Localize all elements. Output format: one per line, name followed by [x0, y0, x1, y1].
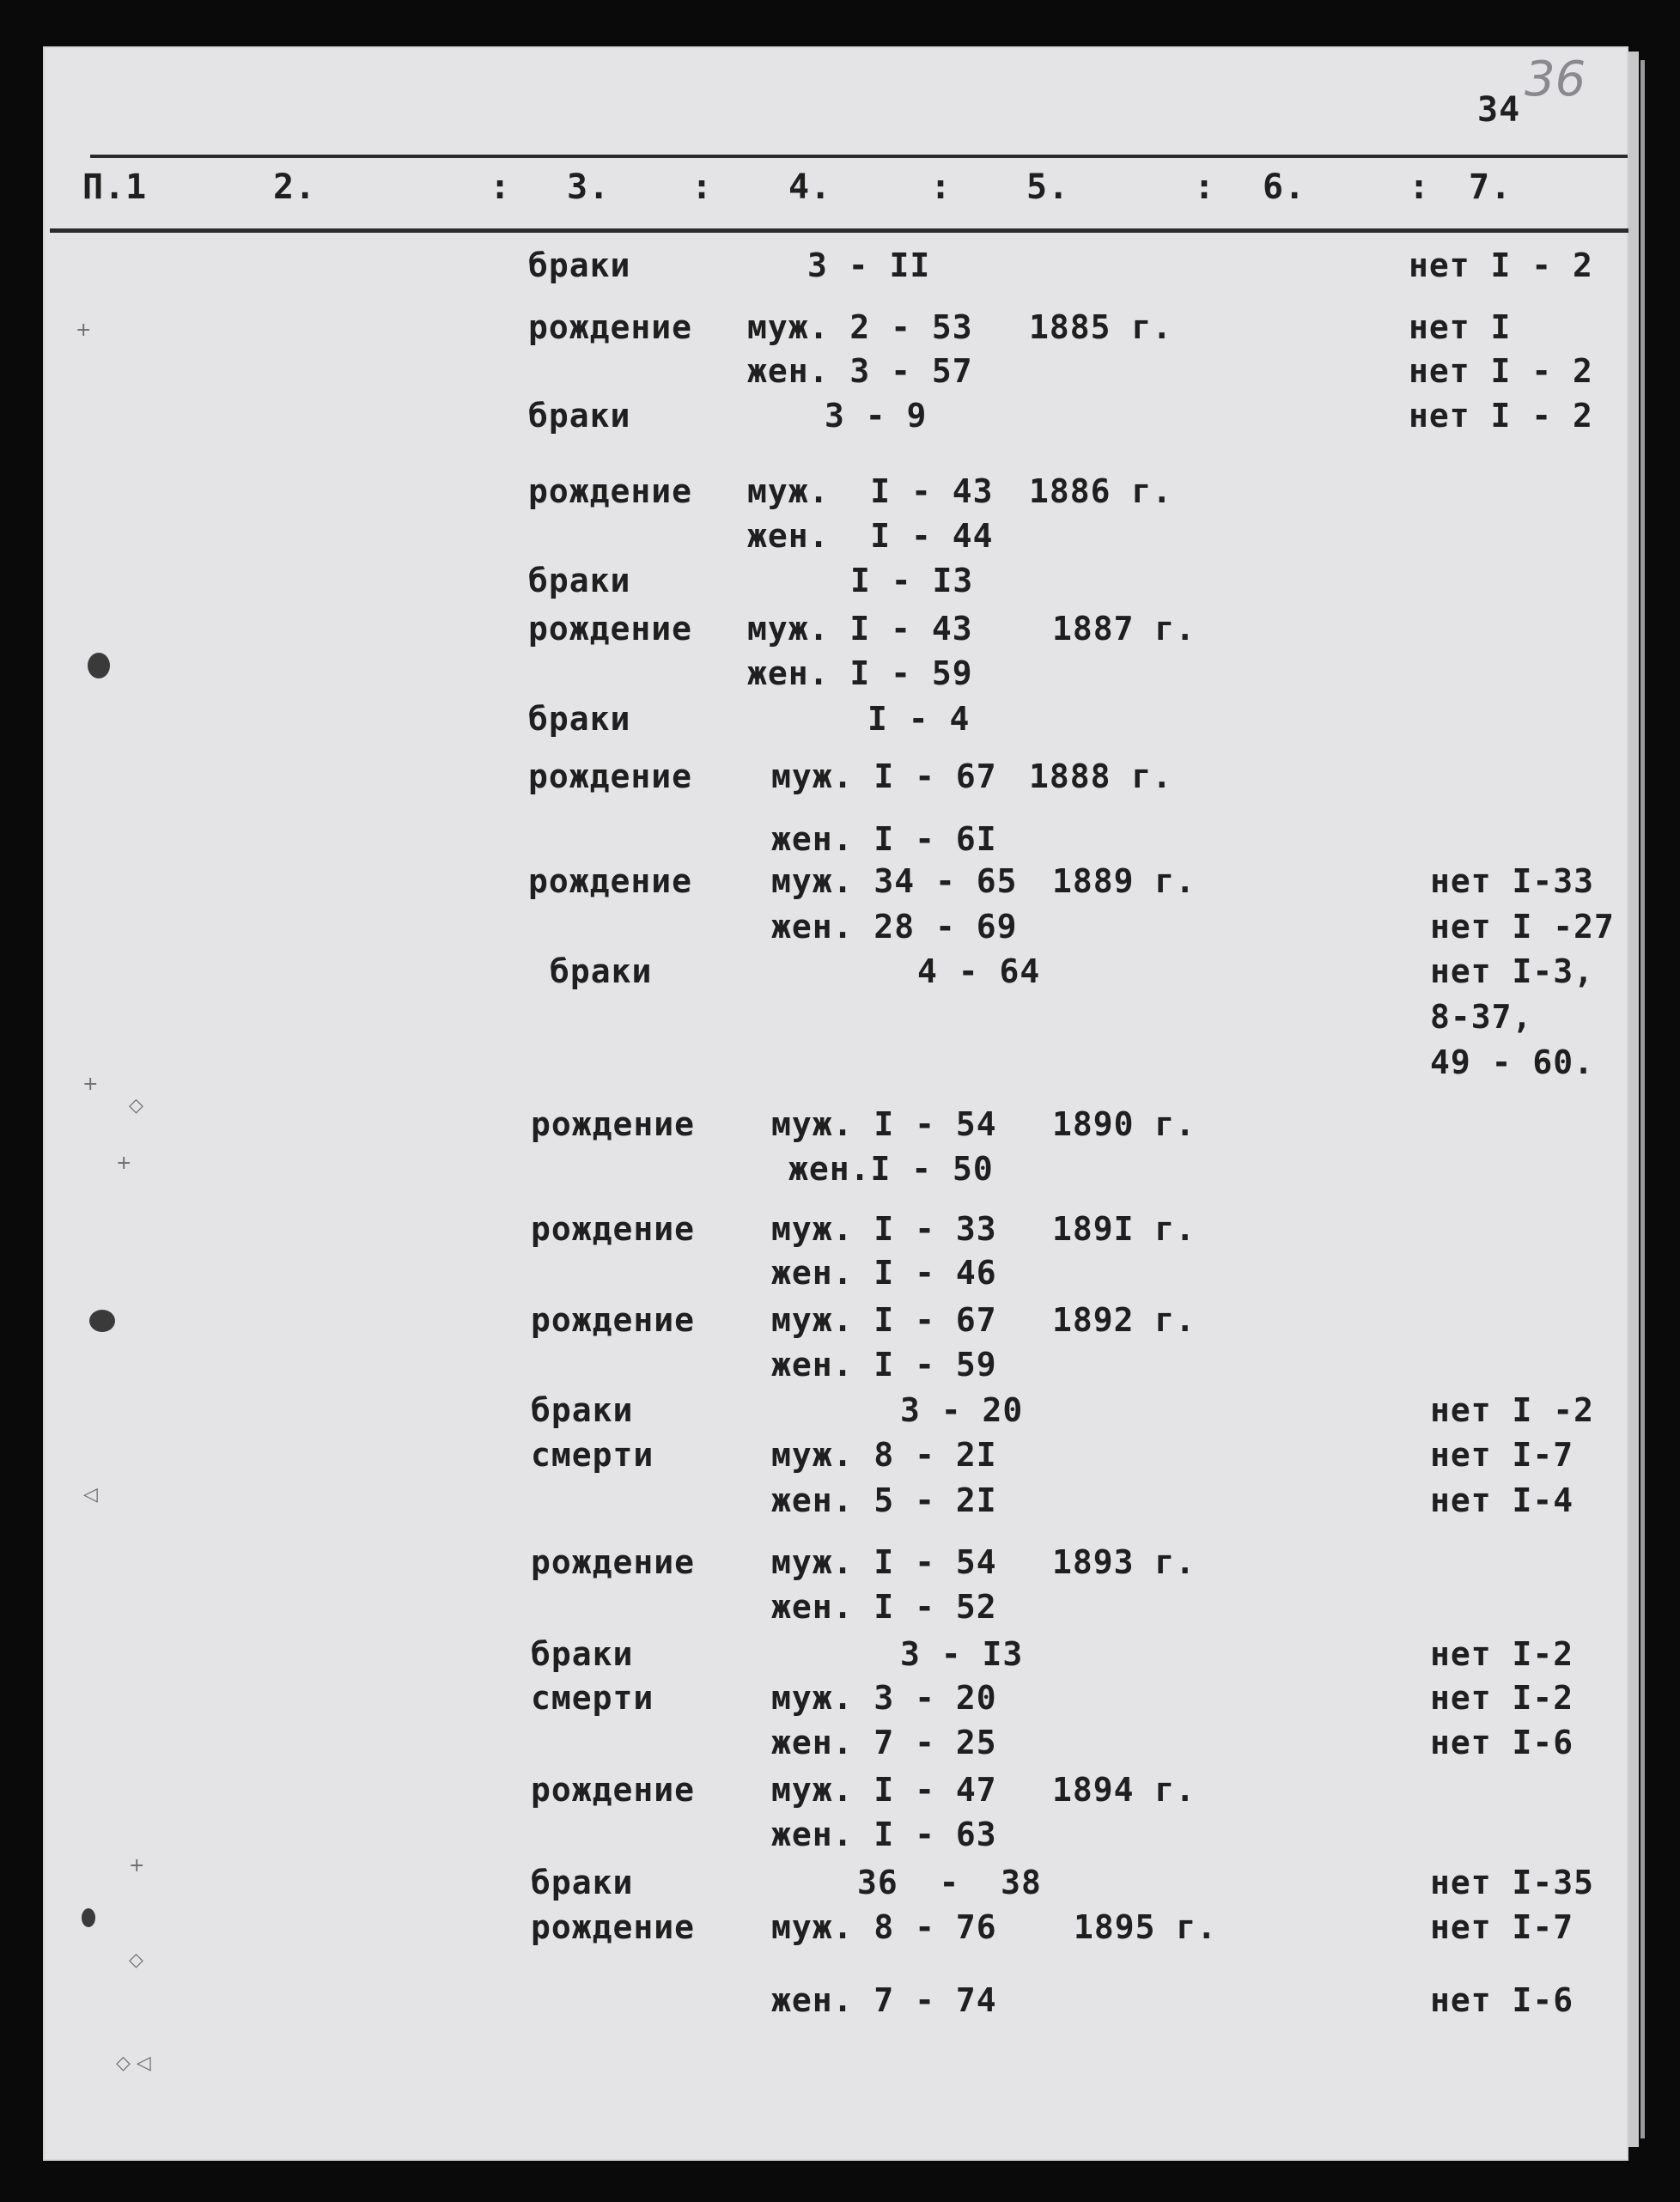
register-range-cell: муж. 2 - 53 [747, 308, 973, 346]
record-type-cell: браки [528, 397, 631, 435]
record-type-cell: рождение [531, 1210, 696, 1248]
column-separator: : [691, 167, 714, 207]
missing-note-cell: нет I [1409, 308, 1512, 346]
record-type-cell: браки [531, 1391, 634, 1429]
record-type-cell: браки [531, 1635, 634, 1673]
register-range-cell: жен.I - 50 [788, 1150, 994, 1188]
register-range-cell: муж. I - 43 [747, 472, 994, 510]
missing-note-cell: нет I-35 [1430, 1864, 1595, 1901]
column-header: 3. [567, 167, 611, 207]
missing-note-cell: нет I -2 [1430, 1391, 1595, 1429]
record-type-cell: смерти [531, 1679, 654, 1717]
column-header: 7. [1469, 167, 1513, 207]
register-range-cell: 3 - 20 [900, 1391, 1024, 1429]
missing-note-cell: нет I-2 [1430, 1635, 1574, 1673]
register-range-cell: жен. 5 - 2I [771, 1481, 997, 1519]
speck: ◇ [129, 1095, 143, 1116]
year-cell: 1894 г. [1052, 1771, 1196, 1809]
register-range-cell: жен. I - 63 [771, 1816, 997, 1853]
column-separator: : [930, 167, 953, 207]
missing-note-cell: 8-37, [1430, 998, 1533, 1036]
sheet-edge-shadow [1640, 60, 1645, 2138]
column-separator: : [1194, 167, 1216, 207]
column-header: 4. [788, 167, 832, 207]
register-range-cell: жен. I - 59 [771, 1346, 997, 1384]
ink-spot [88, 653, 110, 678]
record-type-cell: смерти [531, 1436, 654, 1474]
register-range-cell: муж. 34 - 65 [771, 862, 1018, 900]
speck: + [116, 1153, 132, 1174]
record-type-cell: браки [528, 700, 631, 738]
year-cell: 1895 г. [1074, 1908, 1218, 1946]
record-type-cell: браки [528, 562, 631, 599]
missing-note-cell: нет I - 2 [1409, 352, 1593, 390]
missing-note-cell: 49 - 60. [1430, 1043, 1595, 1081]
year-cell: 1893 г. [1052, 1543, 1196, 1581]
column-header: П.1 [82, 167, 148, 207]
register-range-cell: жен. 7 - 25 [771, 1724, 997, 1761]
year-cell: 1890 г. [1052, 1105, 1196, 1143]
missing-note-cell: нет I-3, [1430, 952, 1595, 990]
register-range-cell: муж. I - 54 [771, 1543, 997, 1581]
register-range-cell: муж. I - 33 [771, 1210, 997, 1248]
register-range-cell: муж. I - 67 [771, 1301, 997, 1339]
column-separator: : [1409, 167, 1431, 207]
speck: ◇ ◁ [116, 2053, 151, 2074]
missing-note-cell: нет I-33 [1430, 862, 1595, 900]
register-range-cell: 3 - II [807, 246, 931, 284]
record-type-cell: браки [550, 952, 653, 990]
record-type-cell: рождение [528, 757, 693, 795]
register-range-cell: жен. 3 - 57 [747, 352, 973, 390]
year-cell: 1887 г. [1052, 610, 1196, 648]
ink-spot [82, 1908, 95, 1927]
missing-note-cell: нет I -27 [1430, 908, 1615, 946]
pencil-page-number: 36 [1525, 52, 1586, 107]
year-cell: 1885 г. [1029, 308, 1173, 346]
missing-note-cell: нет I - 2 [1409, 397, 1593, 435]
register-range-cell: жен. I - 59 [747, 654, 973, 692]
record-type-cell: рождение [531, 1105, 696, 1143]
register-range-cell: 4 - 64 [917, 952, 1041, 990]
missing-note-cell: нет I-6 [1430, 1981, 1574, 2019]
register-range-cell: муж. I - 54 [771, 1105, 997, 1143]
header-rule-bottom [50, 228, 1628, 233]
record-type-cell: рождение [528, 610, 693, 648]
record-type-cell: рождение [531, 1543, 696, 1581]
record-type-cell: рождение [531, 1301, 696, 1339]
register-range-cell: 36 - 38 [857, 1864, 1042, 1901]
record-type-cell: браки [528, 246, 631, 284]
register-range-cell: жен. I - 44 [747, 517, 994, 555]
register-range-cell: муж. 8 - 76 [771, 1908, 997, 1946]
typed-page-number: 34 [1477, 90, 1521, 130]
column-separator: : [490, 167, 512, 207]
record-type-cell: рождение [531, 1771, 696, 1809]
register-range-cell: 3 - 9 [825, 397, 928, 435]
year-cell: 1886 г. [1029, 472, 1173, 510]
column-header: 5. [1026, 167, 1070, 207]
missing-note-cell: нет I-2 [1430, 1679, 1574, 1717]
missing-note-cell: нет I-4 [1430, 1481, 1574, 1519]
year-cell: 1889 г. [1052, 862, 1196, 900]
register-range-cell: муж. I - 67 [771, 757, 997, 795]
register-range-cell: жен. 7 - 74 [771, 1981, 997, 2019]
register-range-cell: жен. I - 6I [771, 820, 997, 858]
register-range-cell: жен. I - 52 [771, 1588, 997, 1626]
register-range-cell: жен. 28 - 69 [771, 908, 1018, 946]
record-type-cell: рождение [528, 308, 693, 346]
speck: + [76, 319, 92, 341]
speck: ◇ [129, 1950, 143, 1971]
register-range-cell: 3 - I3 [900, 1635, 1024, 1673]
register-range-cell: муж. I - 43 [747, 610, 973, 648]
register-range-cell: муж. 8 - 2I [771, 1436, 997, 1474]
missing-note-cell: нет I - 2 [1409, 246, 1593, 284]
record-type-cell: браки [531, 1864, 634, 1901]
missing-note-cell: нет I-7 [1430, 1908, 1574, 1946]
speck: + [82, 1074, 99, 1095]
record-type-cell: рождение [528, 472, 693, 510]
speck: + [129, 1855, 145, 1877]
column-header: 2. [273, 167, 317, 207]
record-type-cell: рождение [528, 862, 693, 900]
column-header: 6. [1263, 167, 1306, 207]
missing-note-cell: нет I-7 [1430, 1436, 1574, 1474]
register-range-cell: жен. I - 46 [771, 1254, 997, 1292]
header-rule-top [90, 155, 1628, 158]
speck: ◁ [83, 1484, 98, 1506]
year-cell: 1892 г. [1052, 1301, 1196, 1339]
record-type-cell: рождение [531, 1908, 696, 1946]
register-range-cell: муж. 3 - 20 [771, 1679, 997, 1717]
register-range-cell: I - 4 [867, 700, 971, 738]
register-range-cell: муж. I - 47 [771, 1771, 997, 1809]
missing-note-cell: нет I-6 [1430, 1724, 1574, 1761]
register-range-cell: I - I3 [850, 562, 974, 599]
year-cell: 189I г. [1052, 1210, 1196, 1248]
year-cell: 1888 г. [1029, 757, 1173, 795]
ink-spot [89, 1310, 115, 1332]
sheet-edge [1628, 52, 1639, 2147]
